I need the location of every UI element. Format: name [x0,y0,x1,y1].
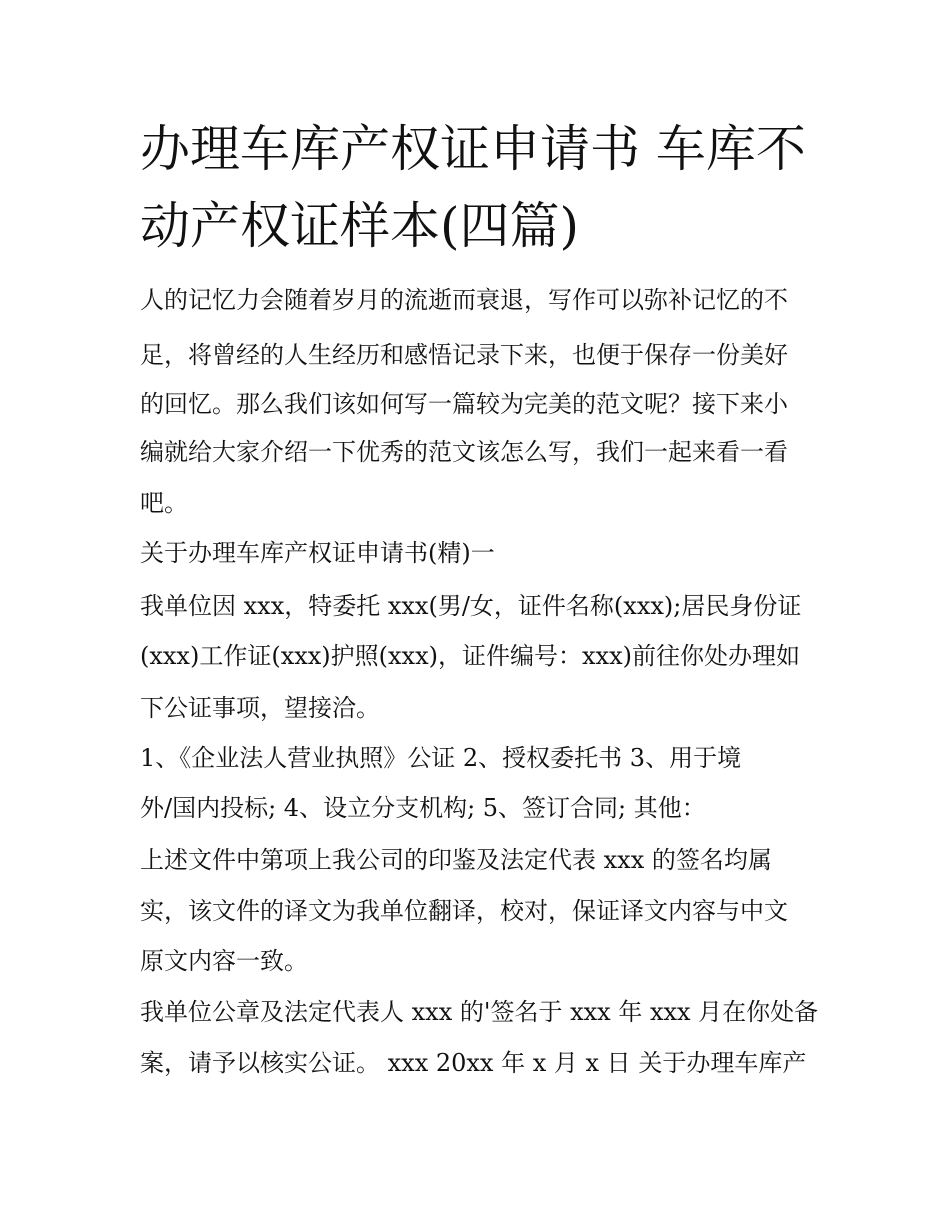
body-line: 案，请予以核实公证。 xxx 20xx 年 x 月 x 日 关于办理车库产 [140,1049,807,1077]
body-line: 上述文件中第项上我公司的印鉴及法定代表 xxx 的签名均属 [140,846,772,874]
body-line: 原文内容一致。 [140,947,308,975]
body-line: 人的记忆力会随着岁月的流逝而衰退，写作可以弥补记忆的不 [140,286,788,314]
body-line: 外/国内投标; 4、设立分支机构; 5、签订合同; 其他： [140,794,706,822]
body-line: 我单位公章及法定代表人 xxx 的'签名于 xxx 年 xxx 月在你处备 [140,998,819,1026]
body-line: 我单位因 xxx，特委托 xxx(男/女，证件名称(xxx);居民身份证 [140,592,802,620]
body-line: 吧。 [140,489,188,517]
body-line: 足，将曾经的人生经历和感悟记录下来，也便于保存一份美好 [140,341,788,369]
document-title-line-2: 动产权证样本(四篇) [140,197,580,255]
body-line: 实，该文件的译文为我单位翻译，校对，保证译文内容与中文 [140,897,788,925]
document-title-line-1: 办理车库产权证申请书 车库不 [140,120,806,178]
body-line: (xxx)工作证(xxx)护照(xxx)，证件编号：xxx)前往你处办理如 [140,642,800,670]
body-line: 1、《企业法人营业执照》公证 2、授权委托书 3、用于境 [140,744,742,772]
body-line: 编就给大家介绍一下优秀的范文该怎么写，我们一起来看一看 [140,438,788,466]
body-line: 下公证事项，望接洽。 [140,694,380,722]
body-line: 的回忆。那么我们该如何写一篇较为完美的范文呢？接下来小 [140,390,788,418]
section-heading: 关于办理车库产权证申请书(精)一 [140,539,495,567]
